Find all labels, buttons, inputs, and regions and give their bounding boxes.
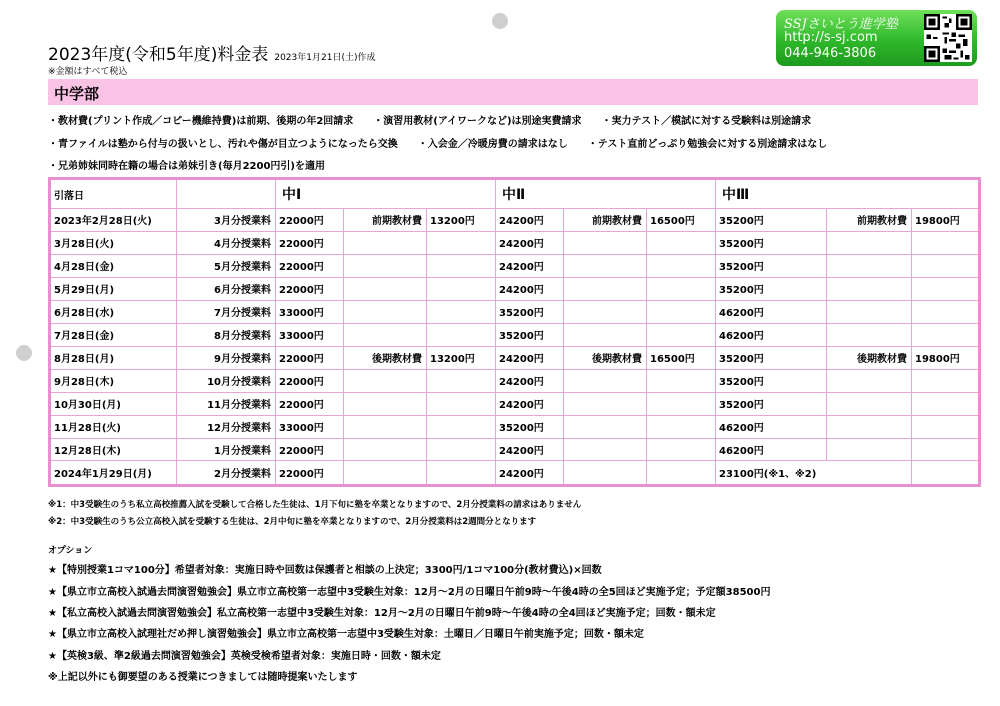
grade-3-material-fee: [912, 369, 980, 392]
row-fee-label: 4月分授業料: [177, 231, 276, 254]
grade-2-material-label: [564, 392, 647, 415]
footnote: ※1：中3受験生のうち私立高校推薦入試を受験して合格した生徒は、1月下旬に塾を卒業となりますので、2月分授業料の請求はありません: [48, 500, 582, 510]
row-fee-label: 12月分授業料: [177, 415, 276, 438]
grade-3-material-fee: [912, 323, 980, 346]
grade-1-material-label: 前期教材費: [344, 209, 427, 232]
grade-2-material-fee: [647, 369, 716, 392]
rule-line: ・教材費(プリント作成／コピー機維持費)は前期、後期の年2回請求 ・演習用教材(アイワークなど)は別途実費請求 ・実力テスト／模試に対する受験料は別途請求: [48, 116, 812, 127]
row-fee-label: 9月分授業料: [177, 346, 276, 369]
grade-3-material-fee: [912, 254, 980, 277]
table-row: [50, 254, 980, 277]
grade-2-material-fee: [647, 323, 716, 346]
section-title: 中学部: [54, 85, 100, 103]
grade-1-material-fee: [427, 369, 496, 392]
grade-1-material-fee: [427, 254, 496, 277]
grade-1-fee: 22000円: [276, 209, 344, 232]
grade-2-material-fee: [647, 254, 716, 277]
row-date: 12月28日(木): [50, 438, 177, 461]
grade-2-material-label: 前期教材費: [564, 209, 647, 232]
row-fee-label: 10月分授業料: [177, 369, 276, 392]
grade-1-material-label: [344, 323, 427, 346]
grade-2-fee: 24200円: [496, 438, 564, 461]
grade-1-fee: 22000円: [276, 254, 344, 277]
grade-2-material-label: [564, 461, 647, 486]
grade-1-fee: 33000円: [276, 323, 344, 346]
grade-1-material-label: [344, 369, 427, 392]
table-row: [50, 369, 980, 392]
grade-1-fee: 22000円: [276, 277, 344, 300]
school-logo-badge[interactable]: [776, 10, 977, 66]
table-row: [50, 231, 980, 254]
grade-1-fee: 22000円: [276, 438, 344, 461]
grade-3-fee: 35200円: [716, 369, 827, 392]
grade-3-material-label: [827, 415, 912, 438]
grade-2-fee: 24200円: [496, 231, 564, 254]
grade-2-fee: 24200円: [496, 346, 564, 369]
grade-1-material-fee: [427, 461, 496, 486]
option-item: ★【私立高校入試過去問演習勉強会】私立高校第一志望中3受験生対象：12月～2月の日曜日午前9時～午後4時の全4回ほど実施予定；回数・額未定: [48, 608, 716, 619]
grade-3-fee: 46200円: [716, 323, 827, 346]
option-item: ★【県立市立高校入試過去問演習勉強会】県立市立高校第一志望中3受験生対象：12月～2月の日曜日午前9時～午後4時の全5回ほど実施予定；予定額38500円: [48, 587, 771, 598]
grade-3-fee: 46200円: [716, 415, 827, 438]
row-date: 5月29日(月): [50, 277, 177, 300]
grade-1-material-fee: [427, 438, 496, 461]
grade-1-fee: 33000円: [276, 300, 344, 323]
grade-3-material-fee: [912, 277, 980, 300]
page-title: [48, 40, 375, 65]
row-date: 10月30日(月): [50, 392, 177, 415]
grade-2-material-fee: [647, 438, 716, 461]
grade-2-material-fee: 16500円: [647, 346, 716, 369]
grade-2-material-fee: [647, 461, 716, 486]
grade-1-material-fee: 13200円: [427, 346, 496, 369]
grade-1-material-label: 後期教材費: [344, 346, 427, 369]
option-item: ★【英検3級、準2級過去問演習勉強会】英検受検希望者対象：実施日時・回数・額未定: [48, 651, 441, 662]
table-row: [50, 438, 980, 461]
table-row: [50, 461, 980, 486]
grade-3-material-fee: 19800円: [912, 209, 980, 232]
grade-3-material-label: [827, 438, 912, 461]
grade-2-material-fee: [647, 277, 716, 300]
grade-1-material-label: [344, 231, 427, 254]
grade-3-material-label: [827, 323, 912, 346]
grade-1-material-fee: [427, 392, 496, 415]
grade-2-fee: 35200円: [496, 415, 564, 438]
grade-3-fee: 35200円: [716, 231, 827, 254]
grade-1-material-label: [344, 277, 427, 300]
logo-school-name: SSJさいとう進学塾: [784, 17, 898, 32]
row-fee-label: 2月分授業料: [177, 461, 276, 486]
grade-3-material-label: 前期教材費: [827, 209, 912, 232]
grade-1-material-fee: [427, 277, 496, 300]
table-row: [50, 277, 980, 300]
grade-3-material-label: [827, 300, 912, 323]
rule-line: ・兄弟姉妹同時在籍の場合は弟妹引き(毎月2200円引)を適用: [48, 161, 325, 172]
grade-1-material-label: [344, 415, 427, 438]
grade-2-material-fee: 16500円: [647, 209, 716, 232]
grade-2-fee: 24200円: [496, 369, 564, 392]
grade-2-material-fee: [647, 300, 716, 323]
table-row: [50, 209, 980, 232]
grade-2-fee: 24200円: [496, 277, 564, 300]
grade-1-material-label: [344, 438, 427, 461]
header-blank: [177, 179, 276, 209]
grade-3-material-label: [827, 392, 912, 415]
grade-1-material-label: [344, 254, 427, 277]
row-fee-label: 7月分授業料: [177, 300, 276, 323]
grade-3-material-fee: [912, 461, 980, 486]
row-fee-label: 8月分授業料: [177, 323, 276, 346]
row-date: 6月28日(水): [50, 300, 177, 323]
table-row: [50, 323, 980, 346]
grade-1-fee: 22000円: [276, 461, 344, 486]
grade-1-fee: 33000円: [276, 415, 344, 438]
grade-2-material-label: [564, 277, 647, 300]
option-item: ★【県立市立高校入試理社だめ押し演習勉強会】県立市立高校第一志望中3受験生対象：土曜日／日曜日午前実施予定；回数・額未定: [48, 629, 644, 640]
option-item: ※上記以外にも御要望のある授業につきましては随時提案いたします: [48, 672, 358, 683]
grade-1-material-label: [344, 392, 427, 415]
grade-2-material-fee: [647, 415, 716, 438]
header-grade-3: 中Ⅲ: [716, 179, 980, 209]
grade-1-fee: 22000円: [276, 369, 344, 392]
grade-3-material-fee: 19800円: [912, 346, 980, 369]
row-fee-label: 3月分授業料: [177, 209, 276, 232]
grade-3-material-fee: [912, 231, 980, 254]
row-date: 4月28日(金): [50, 254, 177, 277]
grade-3-material-label: [827, 254, 912, 277]
grade-2-material-fee: [647, 231, 716, 254]
row-date: 2024年1月29日(月): [50, 461, 177, 486]
row-fee-label: 6月分授業料: [177, 277, 276, 300]
grade-1-material-fee: [427, 231, 496, 254]
table-header-row: [50, 179, 980, 209]
grade-1-material-fee: [427, 415, 496, 438]
table-row: [50, 300, 980, 323]
page-title-main: 2023年度(令和5年度)料金表: [48, 45, 269, 65]
grade-3-fee: 35200円: [716, 277, 827, 300]
table-row: [50, 415, 980, 438]
grade-2-fee: 24200円: [496, 392, 564, 415]
punch-hole-top: [492, 13, 508, 29]
grade-1-fee: 22000円: [276, 392, 344, 415]
grade-3-fee: 35200円: [716, 346, 827, 369]
grade-1-fee: 22000円: [276, 346, 344, 369]
row-fee-label: 11月分授業料: [177, 392, 276, 415]
grade-2-material-label: [564, 415, 647, 438]
table-row: [50, 392, 980, 415]
grade-2-fee: 24200円: [496, 254, 564, 277]
grade-3-material-label: [827, 369, 912, 392]
option-item: ★【特別授業1コマ100分】希望者対象：実施日時や回数は保護者と相談の上決定；3300円/1コマ100分(教材費込)×回数: [48, 565, 602, 576]
fee-table: [48, 177, 981, 487]
grade-2-material-label: 後期教材費: [564, 346, 647, 369]
grade-1-fee: 22000円: [276, 231, 344, 254]
grade-3-material-label: [827, 277, 912, 300]
tax-note: ※金額はすべて税込: [48, 67, 128, 77]
grade-2-material-label: [564, 231, 647, 254]
grade-2-material-label: [564, 369, 647, 392]
grade-1-material-fee: [427, 300, 496, 323]
grade-3-fee: 35200円: [716, 392, 827, 415]
grade-2-material-fee: [647, 392, 716, 415]
grade-3-material-fee: [912, 392, 980, 415]
grade-2-fee: 35200円: [496, 300, 564, 323]
grade-1-material-fee: 13200円: [427, 209, 496, 232]
logo-phone: 044-946-3806: [784, 46, 877, 61]
grade-2-material-label: [564, 323, 647, 346]
grade-2-fee: 35200円: [496, 323, 564, 346]
grade-3-fee: 35200円: [716, 209, 827, 232]
grade-1-material-label: [344, 461, 427, 486]
grade-3-fee: 46200円: [716, 300, 827, 323]
row-fee-label: 1月分授業料: [177, 438, 276, 461]
grade-2-fee: 24200円: [496, 209, 564, 232]
options-heading: オプション: [48, 546, 93, 556]
row-date: 9月28日(木): [50, 369, 177, 392]
grade-3-material-fee: [912, 300, 980, 323]
grade-3-material-fee: [912, 415, 980, 438]
grade-1-material-label: [344, 300, 427, 323]
row-date: 7月28日(金): [50, 323, 177, 346]
row-date: 2023年2月28日(火): [50, 209, 177, 232]
grade-3-material-label: [827, 231, 912, 254]
grade-3-fee: 46200円: [716, 438, 827, 461]
header-grade-1: 中Ⅰ: [276, 179, 496, 209]
grade-2-material-label: [564, 254, 647, 277]
grade-3-fee: 23100円(※1、※2): [716, 461, 912, 486]
qr-code-icon: [924, 14, 972, 62]
row-date: 11月28日(火): [50, 415, 177, 438]
grade-3-material-fee: [912, 438, 980, 461]
logo-url[interactable]: http://s-sj.com: [784, 30, 878, 45]
footnote: ※2：中3受験生のうち公立高校入試を受験する生徒は、2月中旬に塾を卒業となりますので、2月分授業料は2週間分となります: [48, 517, 537, 527]
grade-2-material-label: [564, 300, 647, 323]
grade-1-material-fee: [427, 323, 496, 346]
row-date: 3月28日(火): [50, 231, 177, 254]
grade-2-fee: 24200円: [496, 461, 564, 486]
grade-3-fee: 35200円: [716, 254, 827, 277]
rule-line: ・青ファイルは塾から付与の扱いとし、汚れや傷が目立つようになったら交換 ・入会金／冷暖房費の請求はなし ・テスト直前どっぷり勉強会に対する別途請求はなし: [48, 139, 828, 150]
grade-3-material-label: 後期教材費: [827, 346, 912, 369]
row-fee-label: 5月分授業料: [177, 254, 276, 277]
section-header: [48, 79, 978, 105]
created-date: 2023年1月21日(土)作成: [274, 53, 376, 63]
row-date: 8月28日(月): [50, 346, 177, 369]
header-date: 引落日: [50, 179, 177, 209]
table-row: [50, 346, 980, 369]
grade-2-material-label: [564, 438, 647, 461]
punch-hole-left: [16, 345, 32, 361]
header-grade-2: 中Ⅱ: [496, 179, 716, 209]
